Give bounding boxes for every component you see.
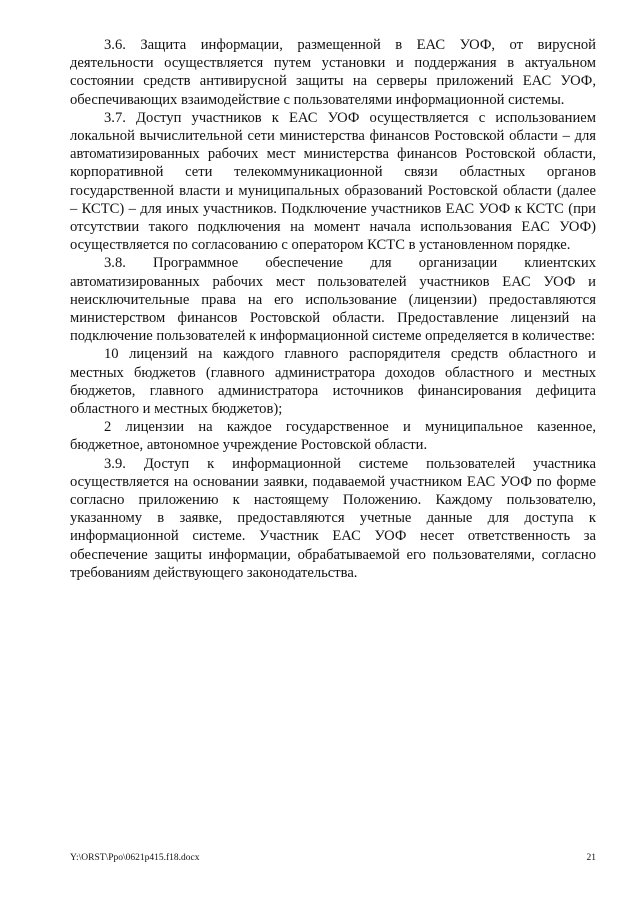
paragraph-3-9: 3.9. Доступ к информационной системе пользователей участника осуществляется на основании заявки, подаваемой участником ЕАС УОФ по форме согласно приложению к настоящему Положению. Каждому пользователю, указанному в заявке, предоставляются учетные данные для доступа к информационной системе. Участник ЕАС УОФ несет ответственность за обеспечение защиты информации, обрабатываемой его пользователями, согласно требованиям действующего законодательства. [70, 455, 596, 581]
page-number: 21 [586, 853, 596, 863]
paragraph-licenses-2: 2 лицензии на каждое государственное и муниципальное казенное, бюджетное, автономное учреждение Ростовской области. [70, 419, 596, 454]
paragraph-3-6: 3.6. Защита информации, размещенной в ЕАС УОФ, от вирусной деятельности осуществляется путем установки и поддержания в актуальном состоянии средств антивирусной защиты на серверы приложений ЕАС УОФ, обеспечивающих взаимодействие с пользователями информационной системы. [70, 37, 596, 108]
document-body [70, 36, 596, 582]
footer-file-path: Y:\ORST\Ppo\0621p415.f18.docx [70, 853, 200, 863]
paragraph-licenses-10: 10 лицензий на каждого главного распорядителя средств областного и местных бюджетов (главного администратора доходов областного и местных бюджетов, главного администратора источников финансирования дефицита областного и местных бюджетов); [70, 346, 596, 418]
page-footer [70, 852, 596, 864]
paragraph-3-8: 3.8. Программное обеспечение для организации клиентских автоматизированных рабочих мест пользователей участников ЕАС УОФ и неисключительные права на его использование (лицензии) предоставляются министерством финансов Ростовской области. Предоставление лицензий на подключение пользователей к информационной системе определяется в количестве: [70, 255, 596, 345]
paragraph-3-7: 3.7. Доступ участников к ЕАС УОФ осуществляется с использованием локальной вычислительной сети министерства финансов Ростовской области – для автоматизированных рабочих мест министерства финансов Ростовской области, корпоративной сети телекоммуникационной связи областных органов государственной власти и муниципальных образований Ростовской области (далее – КСТС) – для иных участников. Подключение участников ЕАС УОФ к КСТС (при отсутствии такого подключения на момент начала использования ЕАС УОФ) осуществляется по согласованию с оператором КСТС в установленном порядке. [70, 109, 596, 254]
